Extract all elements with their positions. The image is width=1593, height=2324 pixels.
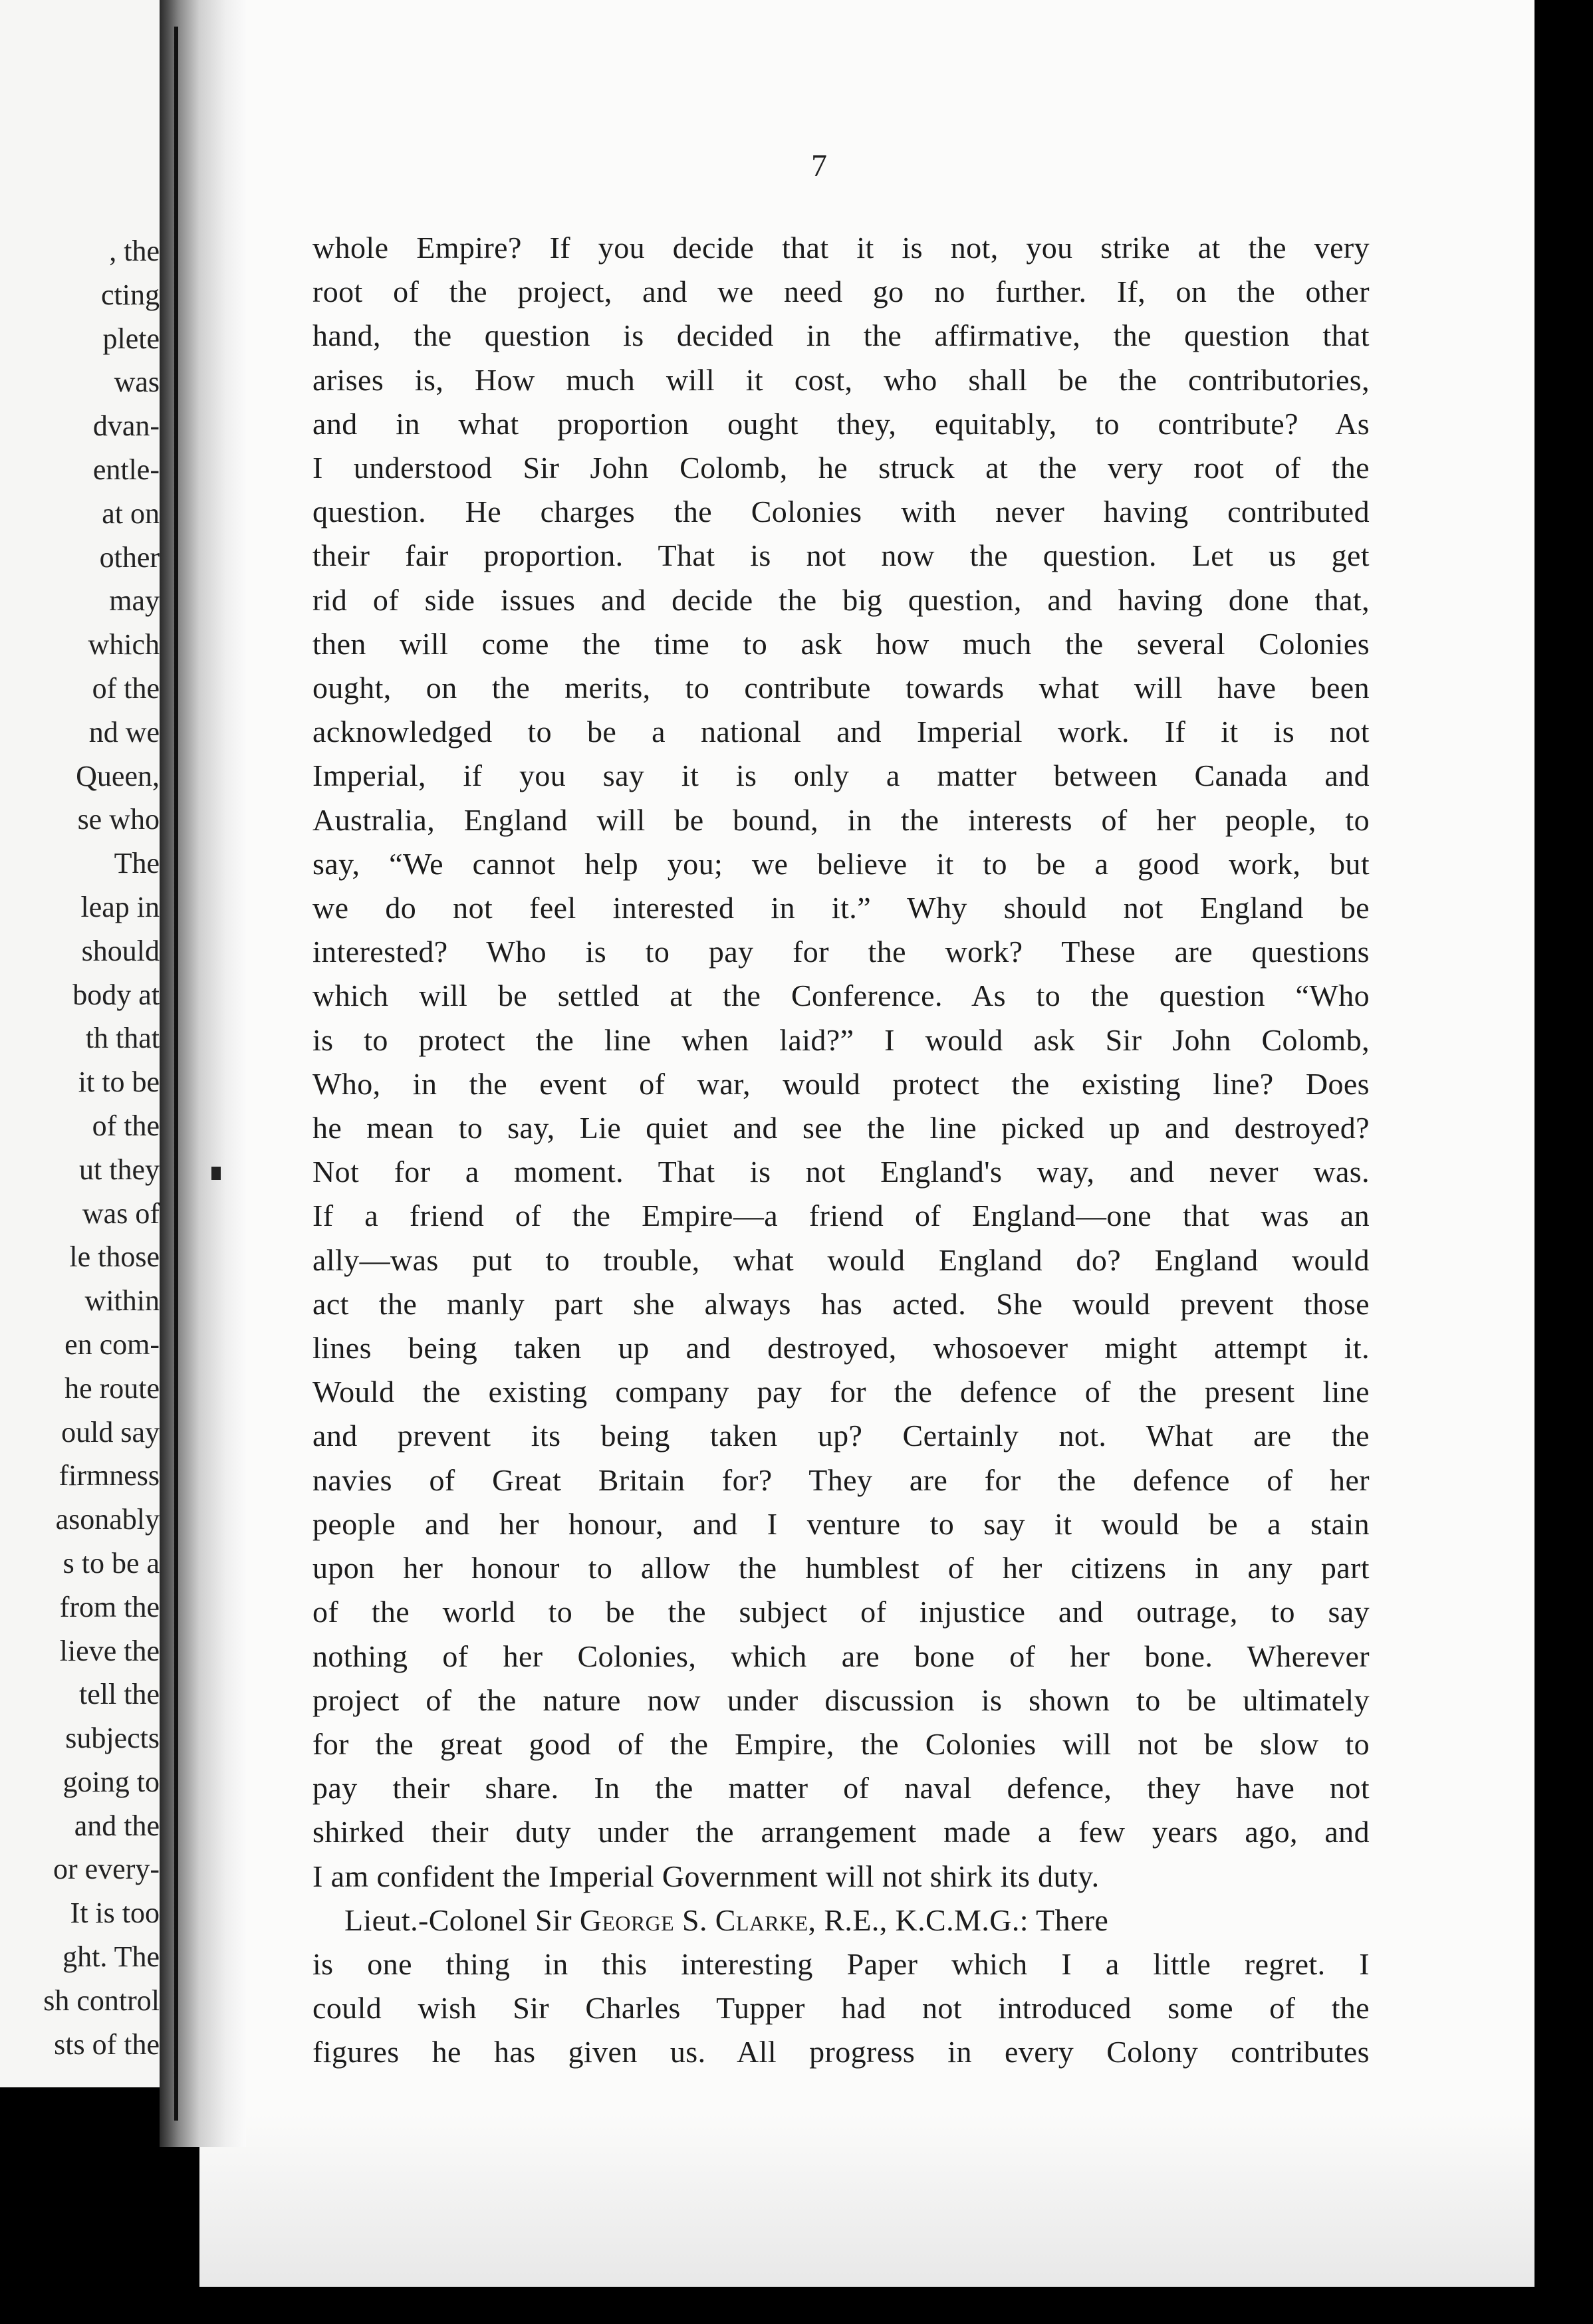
speaker-suffix: , R.E., K.C.M.G.: There [808, 1903, 1109, 1937]
second-paragraph-first-line [312, 1899, 1370, 1942]
left-page-fragment [0, 0, 178, 2087]
text-line: body at [72, 978, 160, 1011]
text-line: The [114, 847, 160, 880]
text-line: firmness [59, 1459, 160, 1492]
text-line: question. He charges the Colonies with never having contributed [312, 495, 1370, 529]
text-line: ought, on the merits, to contribute towards what will have been [312, 671, 1370, 705]
speaker-name: George S. Clarke [579, 1903, 808, 1937]
text-line: cting [101, 278, 160, 311]
text-line: plete [102, 322, 160, 355]
text-line: root of the project, and we need go no further. If, on the other [312, 275, 1370, 309]
text-line: for the great good of the Empire, the Colonies will not be slow to [312, 1726, 1370, 1761]
body-text [312, 226, 1370, 2075]
text-line: which [88, 628, 160, 661]
text-line: I understood Sir John Colomb, he struck at the very root of the [312, 451, 1370, 485]
text-line: th that [85, 1022, 160, 1055]
text-line: Queen, [76, 759, 160, 792]
text-line: rid of side issues and decide the big question, and having done that, [312, 582, 1370, 617]
text-line: we do not feel interested in it.” Why should not England be [312, 891, 1370, 925]
text-line: of the world to be the subject of injustice and outrage, to say [312, 1595, 1370, 1629]
page-number: 7 [811, 148, 827, 183]
text-line: ut they [79, 1153, 160, 1186]
gutter-line [174, 27, 178, 2121]
text-line: entle- [92, 453, 160, 486]
text-line: at on [102, 497, 160, 530]
second-paragraph [312, 1942, 1370, 2075]
text-line: acknowledged to be a national and Imperial work. If it is not [312, 715, 1370, 749]
text-line: he mean to say, Lie quiet and see the line picked up and destroyed? [312, 1111, 1370, 1145]
text-line: going to [62, 1765, 160, 1798]
text-line: ould say [61, 1415, 160, 1449]
text-line: is to protect the line when laid?” I would ask Sir John Colomb, [312, 1022, 1370, 1057]
book-gutter [160, 0, 246, 2147]
text-line: sh control [43, 1984, 160, 2017]
text-line: say, “We cannot help you; we believe it to be a good work, but [312, 846, 1370, 881]
text-line: ally—was put to trouble, what would England do? England would [312, 1242, 1370, 1277]
text-line: nothing of her Colonies, which are bone of her bone. Wherever [312, 1639, 1370, 1673]
margin-mark [211, 1167, 221, 1180]
text-line: within [84, 1284, 160, 1318]
page-bottom-shadow [199, 2114, 1536, 2287]
scan-border [1534, 0, 1593, 2324]
text-line: sts of the [54, 2028, 160, 2061]
text-line: ght. The [62, 1940, 160, 1974]
text-line: shirked their duty under the arrangement made a few years ago, and [312, 1815, 1370, 1849]
text-line: it to be [78, 1066, 160, 1099]
text-line: Would the existing company pay for the defence of the present line [312, 1375, 1370, 1409]
text-line: Who, in the event of war, would protect the existing line? Does [312, 1066, 1370, 1101]
text-line: he route [64, 1371, 160, 1405]
text-line: lieve the [59, 1634, 160, 1667]
left-page-text [0, 229, 160, 2066]
text-line: Australia, England will be bound, in the interests of her people, to [312, 802, 1370, 837]
text-line: and the [74, 1809, 160, 1842]
text-line: should [81, 934, 160, 967]
main-paragraph [312, 226, 1370, 1899]
text-line: or every- [53, 1853, 160, 1886]
text-line: tell the [79, 1678, 160, 1711]
text-line: dvan- [92, 409, 160, 443]
text-line: could wish Sir Charles Tupper had not introduced some of the [312, 1991, 1370, 2026]
text-line: , the [109, 235, 160, 267]
text-line: figures he has given us. All progress in every Colony contributes [312, 2035, 1370, 2069]
text-line: subjects [65, 1722, 160, 1755]
text-line: is one thing in this interesting Paper which I a little regret. I [312, 1946, 1370, 1981]
text-line: en com- [64, 1328, 160, 1361]
text-line: nd we [88, 715, 160, 749]
text-line: arises is, How much will it cost, who shall be the contributories, [312, 362, 1370, 397]
text-line: Imperial, if you say it is only a matter between Canada and [312, 758, 1370, 793]
text-line: their fair proportion. That is not now the question. Let us get [312, 538, 1370, 573]
text-line: hand, the question is decided in the affirmative, the question that [312, 318, 1370, 353]
text-line: of the [92, 671, 160, 705]
text-line: and prevent its being taken up? Certainly not. What are the [312, 1419, 1370, 1453]
text-line: se who [77, 803, 160, 836]
text-line: may [109, 584, 160, 618]
text-line: If a friend of the Empire—a friend of England—one that was an [312, 1199, 1370, 1233]
text-line: It is too [70, 1897, 160, 1930]
text-line: was of [82, 1197, 160, 1230]
text-line: le those [69, 1240, 160, 1274]
text-line: leap in [80, 890, 160, 923]
text-line: people and her honour, and I venture to say it would be a stain [312, 1506, 1370, 1541]
text-line: of the [92, 1109, 160, 1142]
text-line: project of the nature now under discussion is shown to be ultimately [312, 1683, 1370, 1717]
text-line: other [99, 540, 160, 574]
text-line: pay their share. In the matter of naval defence, they have not [312, 1771, 1370, 1805]
text-line: navies of Great Britain for? They are for the defence of her [312, 1462, 1370, 1497]
text-line: lines being taken up and destroyed, whosoever might attempt it. [312, 1331, 1370, 1365]
text-line: from the [59, 1590, 160, 1623]
text-line: then will come the time to ask how much the several Colonies [312, 626, 1370, 661]
text-line: upon her honour to allow the humblest of her citizens in any part [312, 1551, 1370, 1585]
text-line: interested? Who is to pay for the work? These are questions [312, 935, 1370, 969]
text-line: was [114, 366, 160, 399]
text-line: s to be a [62, 1546, 160, 1579]
text-line: which will be settled at the Conference. As to the question “Who [312, 979, 1370, 1013]
text-line: and in what proportion ought they, equitably, to contribute? As [312, 406, 1370, 441]
text-line: act the manly part she always has acted. She would prevent those [312, 1286, 1370, 1321]
text-line: Not for a moment. That is not England's way, and never was. [312, 1155, 1370, 1189]
speaker-prefix: Lieut.-Colonel Sir [344, 1903, 580, 1937]
text-line: I am confident the Imperial Government will not shirk its duty. [312, 1859, 1100, 1893]
text-line: whole Empire? If you decide that it is not, you strike at the very [312, 231, 1370, 265]
text-line: asonably [55, 1503, 160, 1536]
